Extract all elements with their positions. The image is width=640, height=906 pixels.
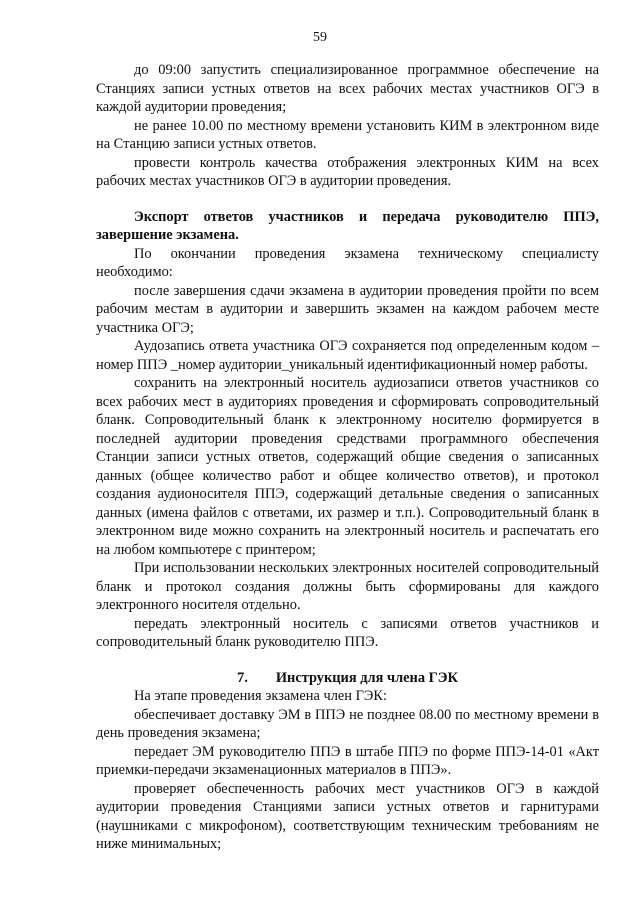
section-heading-export: Экспорт ответов участников и передача руководителю ППЭ, завершение экзамена. [96, 208, 599, 243]
paragraph: передать электронный носитель с записями ответов участников и сопроводительный бланк руководителю ППЭ. [96, 615, 599, 650]
paragraph: При использовании нескольких электронных носителей сопроводительный бланк и протокол создания должны быть сформированы для каждого электронного носителя отдельно. [96, 560, 599, 613]
paragraph: Аудозапись ответа участника ОГЭ сохраняется под определенным кодом – номер ППЭ _номер аудитории_уникальный идентификационный номер работы. [96, 338, 599, 373]
paragraph: сохранить на электронный носитель аудиозаписи ответов участников со всех рабочих мест в аудиториях проведения и сформировать сопроводительный бланк. Сопроводительный бланк к электронному носителю формируется в последней аудитории проведения средствами программного обеспечения Станции записи устных ответов, содержащий общие сведения о записанных данных (общее количество работ и общее количество ответов), и протокол создания аудионосителя ППЭ, содержащий детальные сведения о записанных данных (имена файлов с ответами, их размер и т.п.). Сопроводительный бланк в электронном виде можно сохранить на электронный носитель и распечатать его на любом компьютере с принтером; [96, 375, 599, 558]
page-number: 59 [313, 30, 327, 45]
paragraph: после завершения сдачи экзамена в аудитории проведения пройти по всем рабочим местам в аудитории и завершить экзамен на каждом рабочем месте участника ОГЭ; [96, 282, 599, 336]
section-number: 7. [237, 669, 248, 686]
paragraph: передает ЭМ руководителю ППЭ в штабе ППЭ по форме ППЭ-14-01 «Акт приемки-передачи экзаменационных материалов в ППЭ». [96, 743, 599, 778]
document-body [96, 61, 599, 854]
section-heading-7 [96, 669, 599, 688]
paragraph: обеспечивает доставку ЭМ в ППЭ не позднее 08.00 по местному времени в день проведения экзамена; [96, 706, 599, 741]
paragraph: По окончании проведения экзамена техническому специалисту необходимо: [96, 245, 599, 280]
paragraph: не ранее 10.00 по местному времени установить КИМ в электронном виде на Станцию записи устных ответов. [96, 117, 599, 152]
section-title: Инструкция для члена ГЭК [275, 669, 458, 686]
paragraph: до 09:00 запустить специализированное программное обеспечение на Станциях записи устных ответов на всех рабочих местах участников ОГЭ в каждой аудитории проведения; [96, 62, 599, 115]
paragraph: провести контроль качества отображения электронных КИМ на всех рабочих местах участников ОГЭ в аудитории проведения. [96, 154, 599, 189]
paragraph: проверяет обеспеченность рабочих мест участников ОГЭ в каждой аудитории проведения Станциями записи устных ответов и гарнитурами (наушниками с микрофоном), соответствующим техническим требованиям не ниже минимальных; [96, 780, 599, 852]
paragraph: На этапе проведения экзамена член ГЭК: [134, 688, 387, 704]
